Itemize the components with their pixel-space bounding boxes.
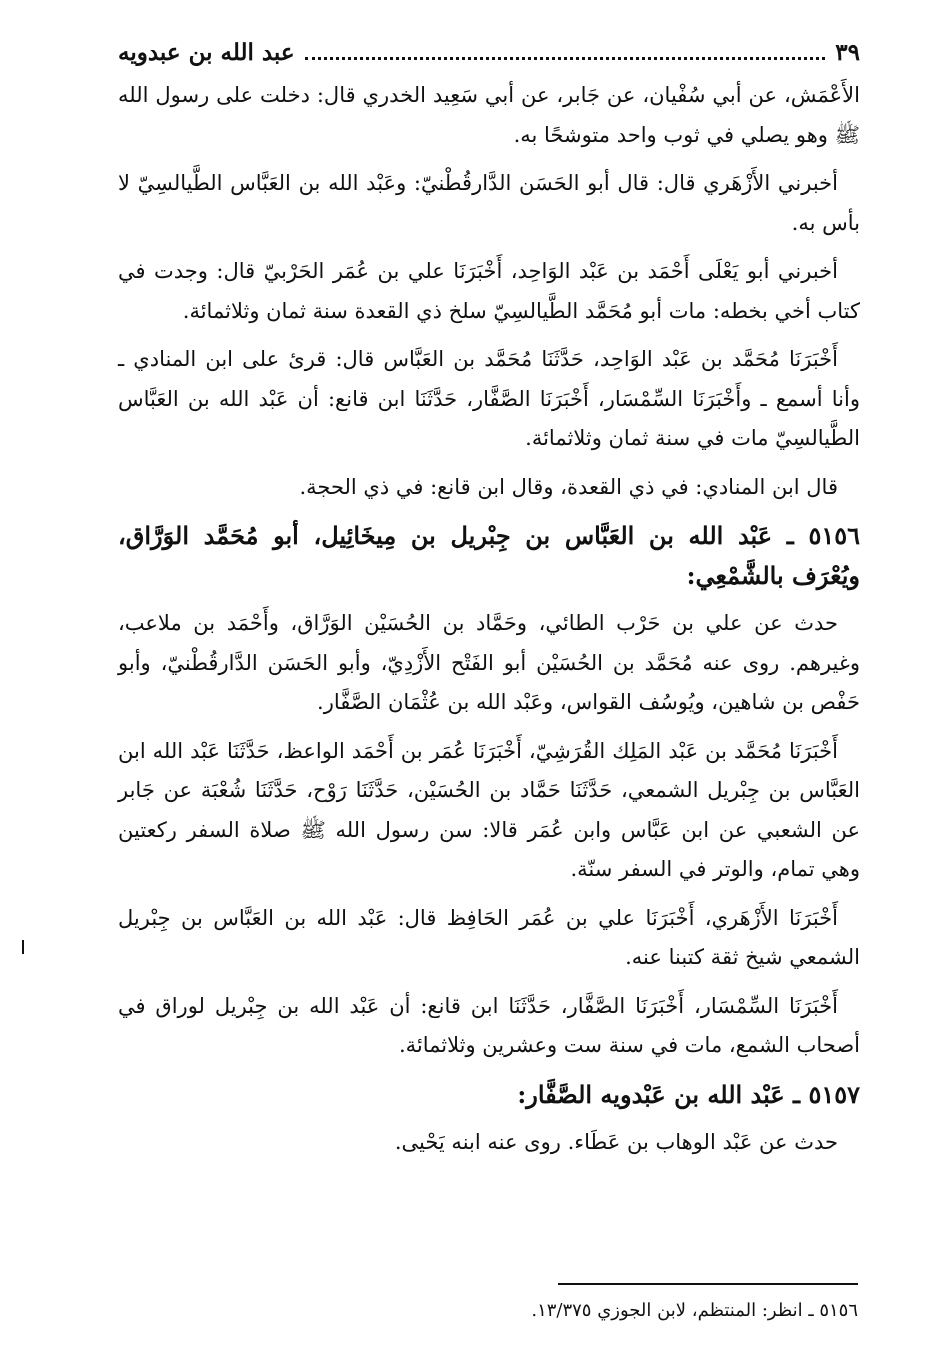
running-header bbox=[118, 32, 860, 72]
entry-5156-heading: ٥١٥٦ ـ عَبْد الله بن العَبَّاس بن جِبْريل بن مِيخَائِيل، أبو مُحَمَّد الوَرَّاق، ويُعْرَف بالشَّمْعِي: bbox=[118, 521, 860, 590]
paragraph-hadith-continuation: الأَعْمَش، عن أبي سُفْيان، عن جَابر، عن أبي سَعِيد الخدري قال: دخلت على رسول الله ﷺ وهو يصلي في ثوب واحد متوشحًا به. bbox=[118, 83, 860, 147]
paragraph-azhari-report: أخبرني الأَزْهَري قال: قال أبو الحَسَن الدَّارقُطْنيّ: وعَبْد الله بن العَبَّاس الطَّيالسِيّ لا بأس به. bbox=[118, 171, 860, 235]
header-dot-leader bbox=[305, 45, 826, 60]
entry-5157-heading: ٥١٥٧ ـ عَبْد الله بن عَبْدويه الصَّفَّار: bbox=[517, 1079, 860, 1109]
paragraph-death-report: أَخْبَرَنَا مُحَمَّد بن عَبْد الوَاحِد، حَدَّثَنَا مُحَمَّد بن العَبَّاس قال: قرئ على ابن المنادي ـ وأنا أسمع ـ وأَخْبَرَنَا السِّمْسَار، أَخْبَرَنَا الصَّفَّار، حَدَّثَنَا ابن قانع: أن عَبْد الله بن العَبَّاس الطَّيالسِيّ مات في سنة ثمان وثلاثمائة. bbox=[118, 347, 860, 450]
margin-mark bbox=[22, 940, 24, 954]
entry-5156-paragraph: أَخْبَرَنَا مُحَمَّد بن عَبْد المَلِك القُرَشِيّ، أَخْبَرَنَا عُمَر بن أَحْمَد الواعظ، حَدَّثَنَا عَبْد الله ابن العَبَّاس بن جِبْريل الشمعي، حَدَّثَنَا حَمَّاد بن الحُسَيْن، حَدَّثَنَا رَوْح، حَدَّثَنَا شُعْبَة عن جَابر عن الشعبي عن ابن عَبَّاس وابن عُمَر قالا: سن رسول الله ﷺ صلاة السفر ركعتين وهي تمام، والوتر في السفر سنّة. bbox=[118, 738, 860, 881]
entry-5156-paragraph: حدث عن علي بن حَرْب الطائي، وحَمَّاد بن الحُسَيْن الوَرَّاق، وأَحْمَد بن ملاعب، وغيرهم. روى عنه مُحَمَّد بن الحُسَيْن أبو الفَتْح الأَزْدِيّ، وأبو الحَسَن الدَّارقُطْنيّ، وأبو حَفْص بن شاهين، ويُوسُف القواس، وعَبْد الله بن عُثْمَان الصَّفَّار. bbox=[118, 611, 860, 714]
entry-5157-paragraph: حدث عن عَبْد الوهاب بن عَطَاء. روى عنه ابنه يَحْيى. bbox=[394, 1129, 838, 1154]
entry-5156-paragraph: أَخْبَرَنَا الأَزْهَري، أَخْبَرَنَا علي بن عُمَر الحَافِظ قال: عَبْد الله بن العَبَّاس بن جِبْريل الشمعي شيخ ثقة كتبنا عنه. bbox=[118, 905, 860, 969]
footnote-divider bbox=[558, 1283, 858, 1285]
entry-5156-paragraph: أَخْبَرَنَا السِّمْسَار، أَخْبَرَنَا الصَّفَّار، حَدَّثَنَا ابن قانع: أن عَبْد الله بن جِبْريل لوراق في أصحاب الشمع، مات في سنة ست وعشرين وثلاثمائة. bbox=[118, 993, 860, 1057]
page-number: ٣٩ bbox=[835, 38, 860, 66]
paragraph-ibn-munadi-note: قال ابن المنادي: في ذي القعدة، وقال ابن قانع: في ذي الحجة. bbox=[299, 474, 838, 499]
main-text bbox=[118, 76, 860, 1171]
footnote: ٥١٥٦ ـ انظر: المنتظم، لابن الجوزي ١٣/٣٧٥. bbox=[531, 1300, 858, 1321]
running-title: عبد الله بن عبدويه bbox=[118, 38, 295, 66]
paragraph-abu-yala-report: أخبرني أبو يَعْلَى أَحْمَد بن عَبْد الوَاحِد، أَخْبَرَنَا علي بن عُمَر الحَرْبيّ قال: وجدت في كتاب أخي بخطه: مات أبو مُحَمَّد الطَّيالسِيّ سلخ ذي القعدة سنة ثمان وثلاثمائة. bbox=[118, 259, 860, 323]
